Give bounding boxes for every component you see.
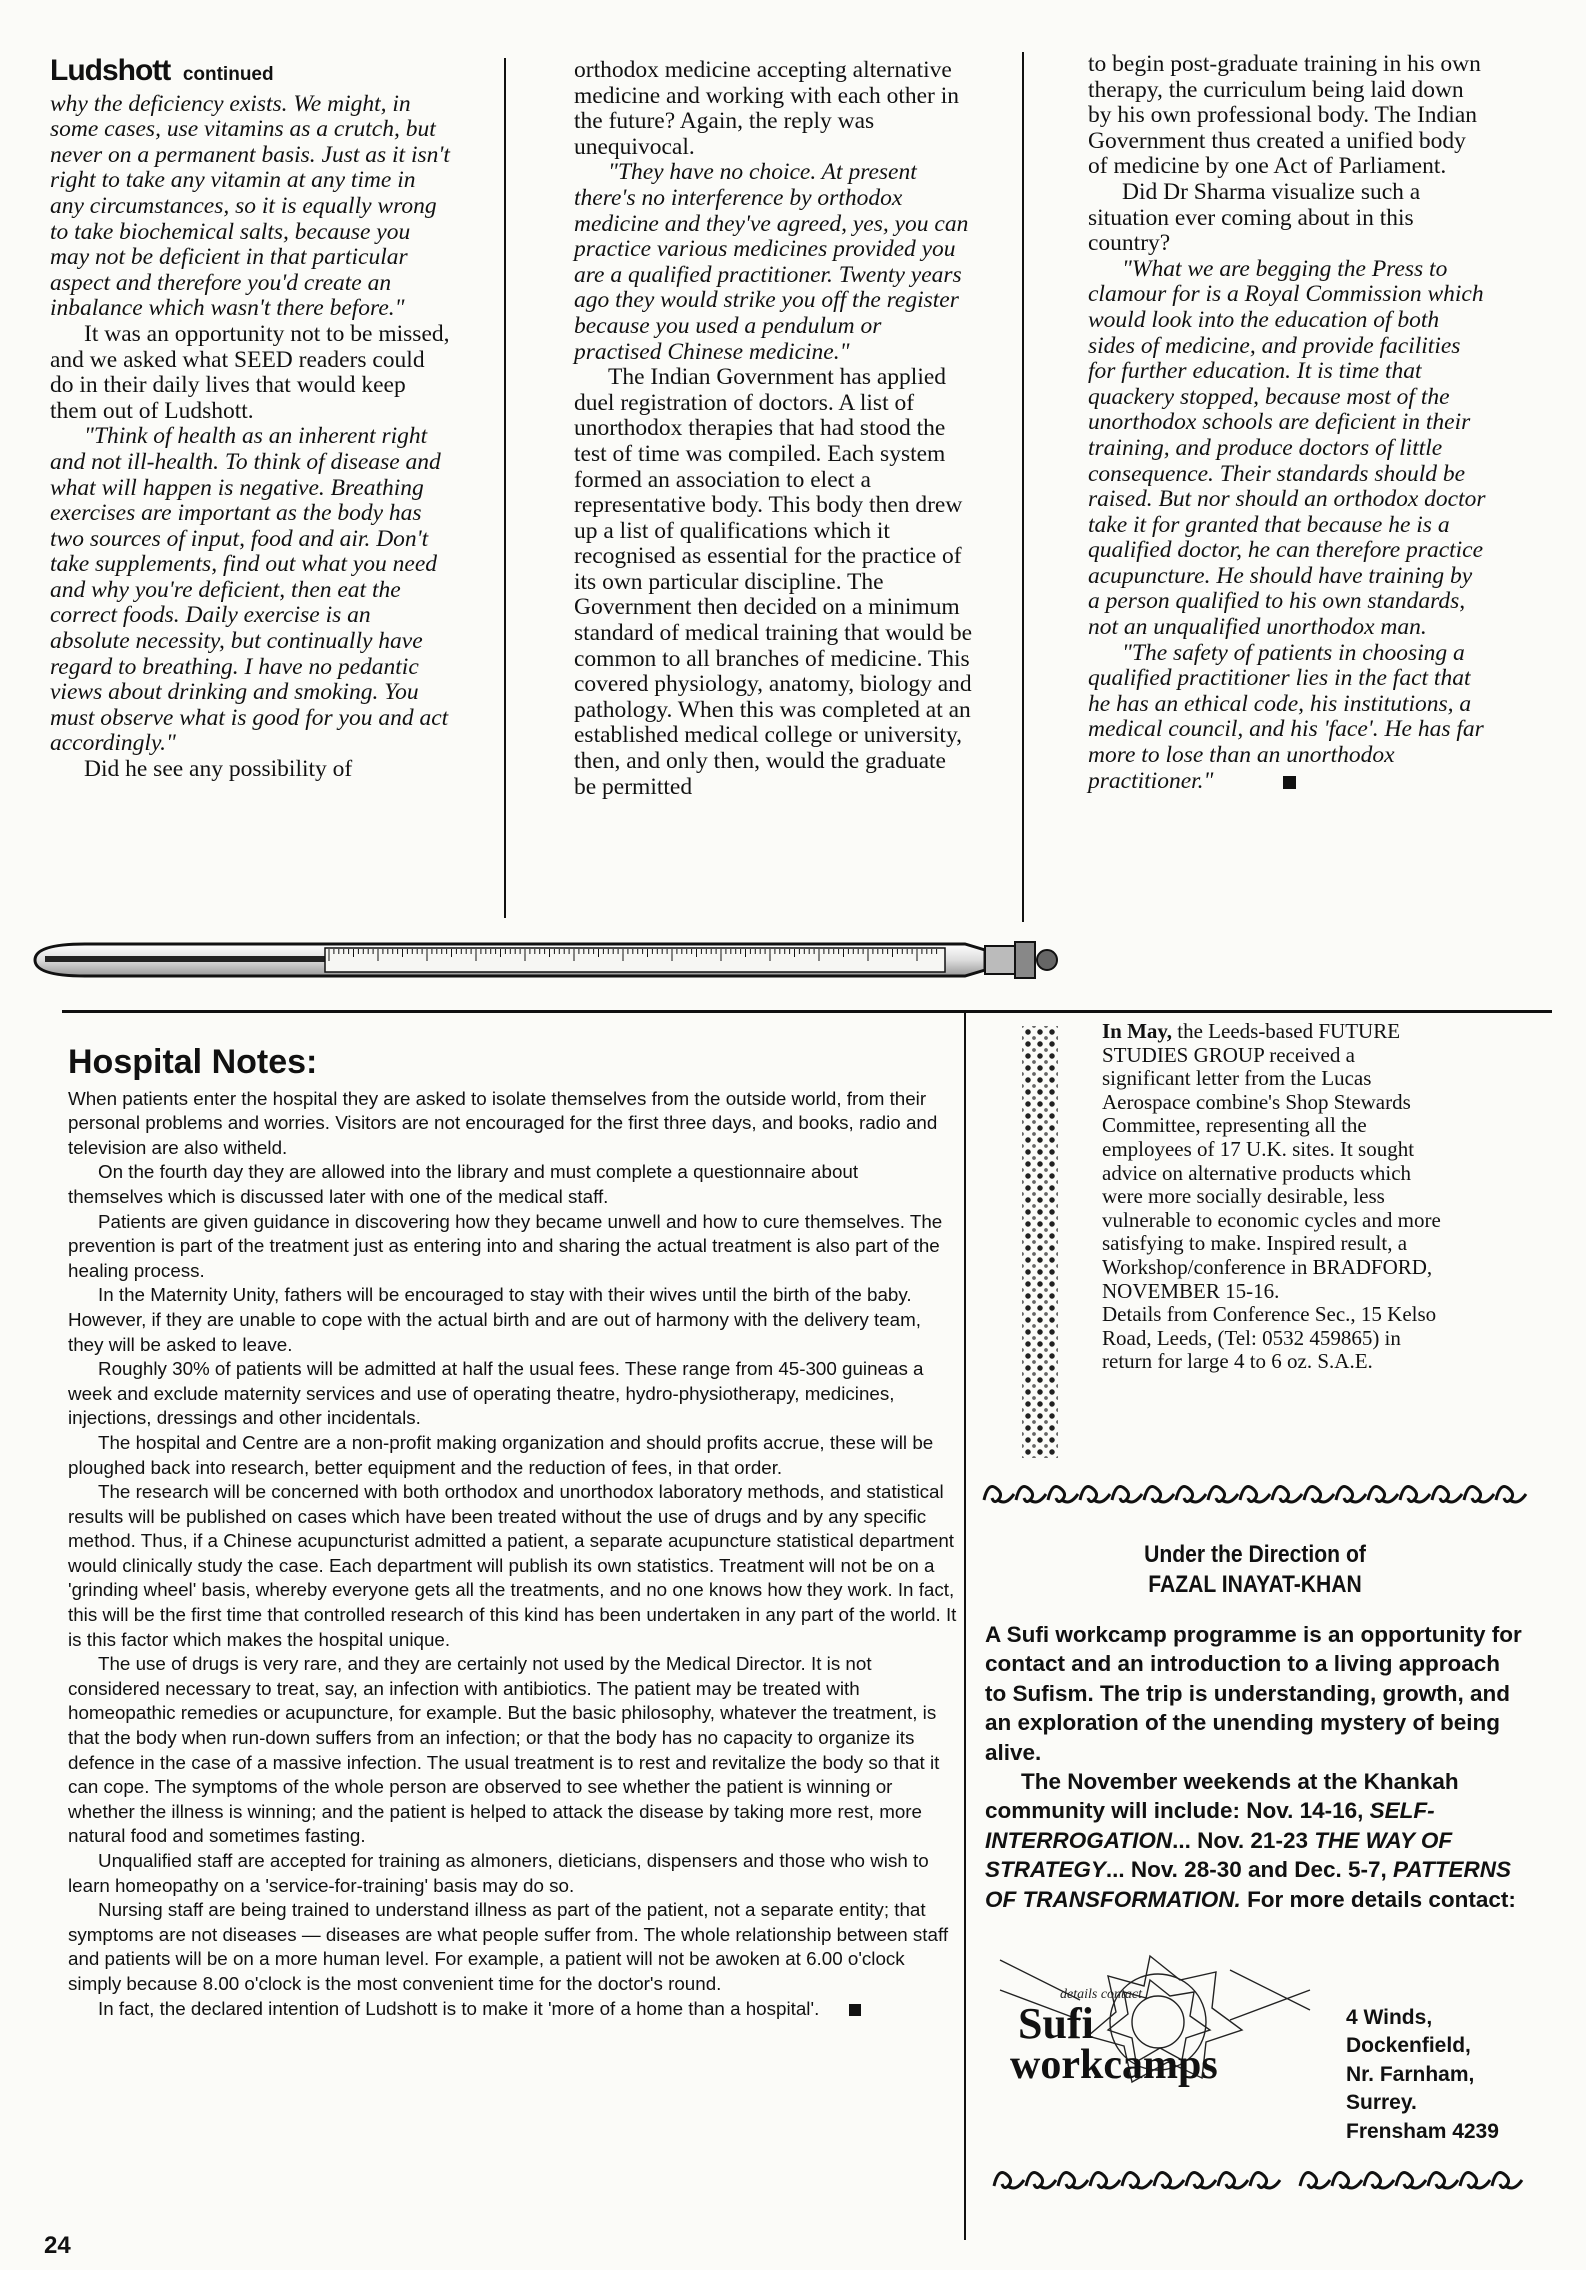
article-quote: "What we are begging the Press to clamour for is a Royal Commission which would look into the education of both sides of medicine, and provide facilities for further education. It is time that quackery stopped, because most of the unorthodox schools are deficient in their training, and produce doctors of little consequence. Their standards should be raised. But nor should an orthodox doctor take it for granted that because he is a qualified doctor, he can therefore practice acupuncture. He should have training by a person qualified to his own standards, not an unqualified unorthodox man. [1088,255,1486,641]
article-paragraph: why the deficiency exists. We might, in some cases, use vitamins as a crutch, but never on a permanent basis. Just as it isn't right to take any vitamin at any time in any circumstances, so it is equally wrong to take biochemical salts, because you may not be deficient in that particular aspect and therefore you'd create an inbalance which wasn't there before." [50,90,450,322]
logo-word-workcamps: workcamps [1010,2042,1218,2088]
address-line: Nr. Farnham, [1346,2062,1475,2086]
advert-workshop-title: THE WAY OF STRATEGY [985,1827,1453,1883]
address-line: Surrey. [1346,2091,1417,2115]
sufi-workcamps-logo [980,1950,1320,2090]
hospital-paragraph: On the fourth day they are allowed into the library and must complete a questionnaire about themselves which is discussed later with one of the medical staff. [68,1161,859,1207]
address-line: Frensham 4239 [1346,2119,1499,2143]
conference-notice [1102,1020,1442,1374]
hospital-paragraph: Patients are given guidance in discovering how they became unwell and how to cure themselves. The prevention is part of the treatment just as entering into and sharing the actual treatment is also part of the healing process. [68,1210,943,1281]
article-quote: "Think of health as an inherent right and not ill-health. To think of disease and what will happen is negative. Breathing exercises are important as the body has two sources of input, food and air. Don't take supplements, find out what you need and why you're deficient, then eat the correct foods. Daily exercise is an absolute necessity, but continually have regard to breathing. I have no pedantic views about drinking and smoking. You must observe what is good for you and act accordingly." [50,423,449,757]
article-paragraph: orthodox medicine accepting alternative medicine and working with each other in the future? Again, the reply was unequivocal. [574,57,960,160]
advert-paragraph: A Sufi workcamp programme is an opportunity for contact and an introduction to a living approach to Sufism. The trip is understanding, growth, and an exploration of the unending mystery of being alive. [985,1622,1522,1765]
article-paragraph: to begin post-graduate training in his own therapy, the curriculum being laid down by his own professional body. The Indian Government thus created a unified body of medicine by one Act of Parliament. [1088,51,1481,180]
column-divider [1022,52,1024,922]
logo-word-sufi: Sufi [1018,1999,1094,2048]
article-paragraph: It was an opportunity not to be missed, and we asked what SEED readers could do in their daily lives that would keep them out of Ludshott. [50,320,450,424]
running-head-title: Ludshott [50,54,171,87]
scroll-border-ornament [990,2164,1290,2194]
article-quote [1088,641,1488,795]
conference-notice-text [1102,1020,1442,1303]
conference-notice-details: Details from Conference Sec., 15 Kelso Road, Leeds, (Tel: 0532 459865) in return for large 4 to 6 oz. S.A.E. [1102,1302,1437,1374]
advert-heading-line-2: FAZAL INAYAT-KHAN [1148,1571,1362,1598]
column-divider [964,1010,966,2240]
end-mark-icon [849,2004,861,2016]
end-mark-icon [1283,776,1296,789]
advert-body [985,1620,1525,1914]
scroll-border-ornament [980,1478,1528,1508]
advert-text: The November weekends at the Khankah community will include: Nov. 14-16, [985,1769,1459,1824]
article-column-2 [574,58,974,800]
advert-text: ... Nov. 21-23 [1172,1827,1315,1853]
address-line: Dockenfield, [1346,2034,1471,2058]
section-divider [62,1010,1552,1013]
conference-notice-lead: In May, [1102,1019,1173,1043]
hospital-paragraph: When patients enter the hospital they are asked to isolate themselves from the outside world, from their personal problems and worries. Visitors are not encouraged for the first three days, and books, radio and television are also witheld. [68,1087,938,1158]
hospital-paragraph: Nursing staff are being trained to understand illness as part of the patient, not a separate entity; that symptoms are not diseases — diseases are what people suffer from. The whole relationship between staff and patients will be on a more human level. For example, a patient will not be awoken at 6.00 o'clock simply because 8.00 o'clock is the most convenient time for the doctor's round. [68,1899,949,1994]
article-quote: "They have no choice. At present there's no interference by orthodox medicine and they've agreed, yes, you can practice various medicines provided you are a qualified practitioner. Twenty years ago they would strike you off the register because you used a pendulum or practised Chinese medicine." [574,159,969,365]
article-paragraph: Did Dr Sharma visualize such a situation ever coming about in this country? [1088,178,1421,257]
article-column-3 [1088,52,1488,794]
hospital-paragraph: The use of drugs is very rare, and they are certainly not used by the Medical Director. It is not considered necessary to treat, say, an infection with antibiotics. The patient may be treated with homeopathic remedies or acupuncture, for example. But the basic philosophy, whatever the treatment, is that the body when run-down suffers from an infection; or that the body has no capacity to organize its defence in the case of a massive infection. The usual treatment is to rest and revitalize the body so that it can cope. The symptoms of the whole person are observed to see whether the patient is winning or whether the illness is winning; and the patient is helped to attack the disease by taking more rest, more natural food and sometimes fasting. [68,1653,940,1847]
hospital-paragraph: Roughly 30% of patients will be admitted at half the usual fees. These range from 45-300 guineas a week and exclude maternity services and use of operating theatre, hydro-physiotherapy, medicines, injections, dressings and other incidentals. [68,1358,924,1429]
advert-address [1346,2004,1499,2146]
page-number: 24 [44,2232,71,2259]
hospital-notes-heading: Hospital Notes: [68,1043,318,1081]
article-paragraph: Did he see any possibility of [84,756,353,783]
hospital-paragraph-text: In fact, the declared intention of Ludshott is to make it 'more of a home than a hospital'. [98,1997,820,2019]
advert-workshop-title: SELF-INTERROGATION [985,1798,1435,1853]
advert-text: ... Nov. 28-30 and Dec. 5-7, [1105,1857,1394,1883]
sufi-workcamp-advert [985,1540,1525,1914]
hospital-notes-section [68,1043,958,2021]
article-paragraph: The Indian Government has applied duel registration of doctors. A list of unorthodox therapies that had stood the test of time was compiled. Each system formed an association to elect a representative body. This body then drew up a list of qualifications which it recognised as essential for the practice of its own particular discipline. The Government then decided on a minimum standard of medical training that would be common to all branches of medicine. This covered physiology, anatomy, biology and pathology. When this was completed at an established medical college or university, then, and only then, would the graduate be permitted [574,364,973,800]
advert-heading-line-1: Under the Direction of [1144,1541,1366,1568]
scroll-border-ornament [1296,2164,1536,2194]
advert-text: For more details contact: [1240,1886,1516,1912]
logo-small-text: details contact [1060,1987,1143,2002]
address-line: 4 Winds, [1346,2006,1433,2029]
dotted-border-ornament [1022,1026,1058,1458]
hospital-paragraph: Unqualified staff are accepted for training as almoners, dieticians, dispensers and those who wish to learn homeopathy on a 'service-for-training' basis may do so. [68,1850,929,1896]
article-quote-text: "The safety of patients in choosing a qualified practitioner lies in the fact that he has an ethical code, his institutions, a medical council, and his 'face'. He has far more to lose than an unorthodox practitioner." [1088,639,1484,794]
hospital-paragraph: In the Maternity Unity, fathers will be encouraged to stay with their wives until the birth of the baby. However, if they are unable to cope with the actual birth and are out of harmony with the delivery team, they will be asked to leave. [68,1284,921,1355]
running-head-suffix: continued [182,64,274,85]
conference-notice-body: the Leeds-based FUTURE STUDIES GROUP received a significant letter from the Lucas Aerospace combine's Shop Stewards Committee, representing all the employees of 17 U.K. sites. It sought advice on alternative products which were more socially desirable, less vulnerable to economic cycles and more satisfying to make. Inspired result, a Workshop/conference in BRADFORD, NOVEMBER 15-16. [1102,1019,1441,1303]
hospital-paragraph [68,1997,958,2022]
advert-paragraph [985,1767,1525,1914]
thermometer-illustration [25,922,1065,998]
advert-workshop-title: PATTERNS OF TRANSFORMATION. [985,1857,1511,1912]
hospital-paragraph: The research will be concerned with both orthodox and unorthodox laboratory methods, and statistical results will be published on cases which have been treated without the use of drugs and by any specific method. Thus, if a Chinese acupuncturist admitted a patient, a separate acupuncture statistical department would clinically study the case. Each department will publish its own statistics. Treatment will not be on a 'grinding wheel' basis, whereby everyone gets all the treatments, and no one knows how they work. In fact, this will be the first time that controlled research of this kind has been undertaken in any part of the world. It is this factor which makes the hospital unique. [68,1481,957,1650]
running-head [50,54,450,88]
hospital-paragraph: The hospital and Centre are a non-profit making organization and should profits accrue, these will be ploughed back into research, better equipment and the reduction of fees, in that order. [68,1431,934,1478]
column-divider [504,58,506,918]
article-column-1 [50,54,450,783]
